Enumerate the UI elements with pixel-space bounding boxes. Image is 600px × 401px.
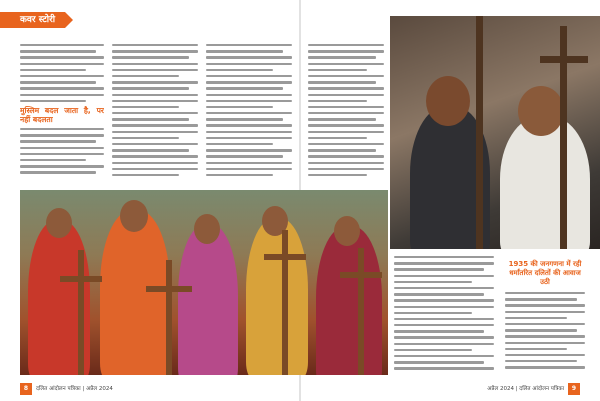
footer-left xyxy=(20,383,113,395)
protest-photo-right xyxy=(390,16,600,249)
subhead-left: मुस्लिम बदल जाता है, पर नहीं बदलता xyxy=(20,106,104,125)
page-number-left: 8 xyxy=(20,383,32,395)
protest-photo-main xyxy=(20,190,388,375)
footer-left-text: दलित आंदोलन पत्रिका | अप्रैल 2024 xyxy=(36,386,113,392)
page-number-right: 9 xyxy=(568,383,580,395)
footer-right-text: अप्रैल 2024 | दलित आंदोलन पत्रिका xyxy=(487,386,564,392)
footer-right xyxy=(487,383,580,395)
text-column-4 xyxy=(308,44,384,184)
callout-subhead: 1935 की जनगणना में रही धर्मांतरित दलितों की आवाज उठी xyxy=(508,260,582,286)
section-tag: कवर स्टोरी xyxy=(0,12,65,28)
text-column-5 xyxy=(394,256,494,378)
text-column-6 xyxy=(505,292,585,378)
text-column-3 xyxy=(206,44,292,184)
text-column-2 xyxy=(112,44,198,184)
text-column-1 xyxy=(20,44,104,184)
